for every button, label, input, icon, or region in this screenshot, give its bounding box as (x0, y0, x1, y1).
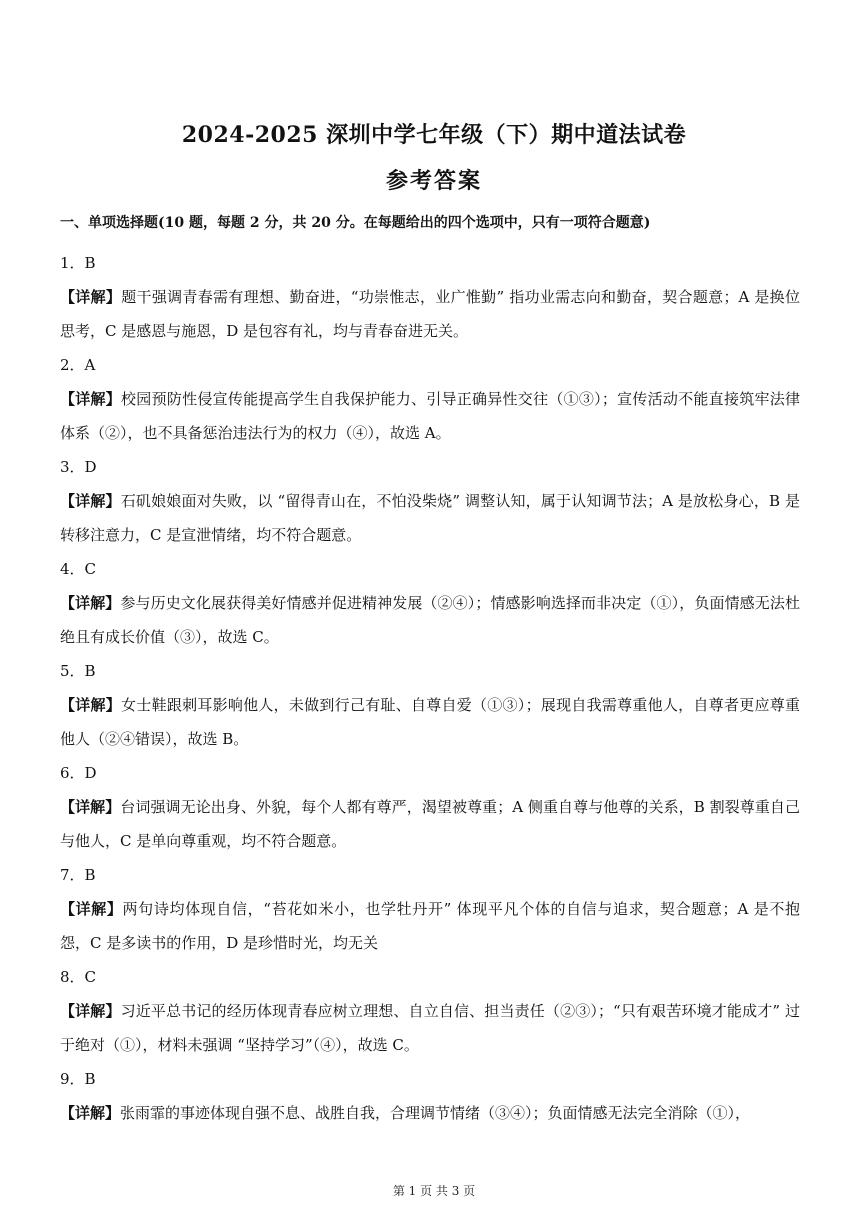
question-answer: 8．C (60, 968, 97, 986)
question-answer: 6．D (60, 764, 97, 782)
page-footer: 第 1 页 共 3 页 (392, 1184, 476, 1198)
question-detail (60, 280, 800, 348)
detail-tag: 【详解】 (60, 1104, 121, 1122)
question-detail (60, 1096, 800, 1130)
detail-tag: 【详解】 (60, 594, 121, 612)
detail-tag: 【详解】 (60, 288, 122, 306)
question-item (60, 348, 800, 450)
question-answer: 2．A (60, 356, 96, 374)
question-item (60, 1062, 800, 1130)
question-item (60, 654, 800, 756)
detail-tag: 【详解】 (60, 900, 123, 918)
detail-tag: 【详解】 (60, 696, 122, 714)
section-heading: 一、单项选择题(10 题，每题 2 分，共 20 分。在每题给出的四个选项中，只有一项符合题意) (60, 215, 651, 231)
question-item (60, 246, 800, 348)
question-detail (60, 790, 800, 858)
question-answer: 9．B (60, 1070, 96, 1088)
detail-text: 参与历史文化展获得美好情感并促进精神发展（②④）；情感影响选择而非决定（①），负面情感无法杜绝且有成长价值（③），故选 C。 (60, 594, 800, 646)
question-item (60, 858, 800, 960)
question-item (60, 450, 800, 552)
document-title: 2024-2025 深圳中学七年级（下）期中道法试卷 (181, 122, 687, 148)
answer-list (60, 246, 800, 1130)
detail-text: 石矶娘娘面对失败，以 “留得青山在，不怕没柴烧” 调整认知，属于认知调节法；A 是放松身心，B 是转移注意力，C 是宣泄情绪，均不符合题意。 (60, 492, 800, 544)
question-detail (60, 892, 800, 960)
question-detail (60, 382, 800, 450)
question-item (60, 756, 800, 858)
question-answer: 7．B (60, 866, 96, 884)
detail-text: 女士鞋跟刺耳影响他人，未做到行己有耻、自尊自爱（①③）；展现自我需尊重他人，自尊者更应尊重他人（②④错误），故选 B。 (60, 696, 800, 748)
detail-text: 校园预防性侵宣传能提高学生自我保护能力、引导正确异性交往（①③）；宣传活动不能直接筑牢法律体系（②），也不具备惩治违法行为的权力（④），故选 A。 (60, 390, 800, 442)
question-answer: 1．B (60, 254, 96, 272)
detail-text: 张雨霏的事迹体现自强不息、战胜自我，合理调节情绪（③④）；负面情感无法完全消除（①）， (120, 1104, 751, 1122)
question-item (60, 960, 800, 1062)
question-answer: 4．C (60, 560, 97, 578)
question-answer: 3．D (60, 458, 97, 476)
detail-text: 两句诗均体现自信，“苔花如米小，也学牡丹开” 体现平凡个体的自信与追求，契合题意；A 是不抱怨，C 是多读书的作用，D 是珍惜时光，均无关 (60, 900, 800, 952)
detail-tag: 【详解】 (60, 1002, 121, 1020)
detail-tag: 【详解】 (60, 798, 121, 816)
question-detail (60, 484, 800, 552)
question-detail (60, 586, 800, 654)
question-item (60, 552, 800, 654)
detail-text: 习近平总书记的经历体现青春应树立理想、自立自信、担当责任（②③）；“只有艰苦环境才能成才” 过于绝对（①），材料未强调 “坚持学习”（④），故选 C。 (60, 1002, 800, 1054)
question-detail (60, 994, 800, 1062)
detail-tag: 【详解】 (60, 390, 122, 408)
detail-text: 题干强调青春需有理想、勤奋进，“功崇惟志，业广惟勤” 指功业需志向和勤奋，契合题意；A 是换位思考，C 是感恩与施恩，D 是包容有礼，均与青春奋进无关。 (60, 288, 800, 340)
detail-tag: 【详解】 (60, 492, 121, 510)
detail-text: 台词强调无论出身、外貌，每个人都有尊严，渴望被尊重；A 侧重自尊与他尊的关系，B 割裂尊重自己与他人，C 是单向尊重观，均不符合题意。 (60, 798, 800, 850)
document-subtitle: 参考答案 (385, 168, 482, 194)
question-detail (60, 688, 800, 756)
question-answer: 5．B (60, 662, 96, 680)
